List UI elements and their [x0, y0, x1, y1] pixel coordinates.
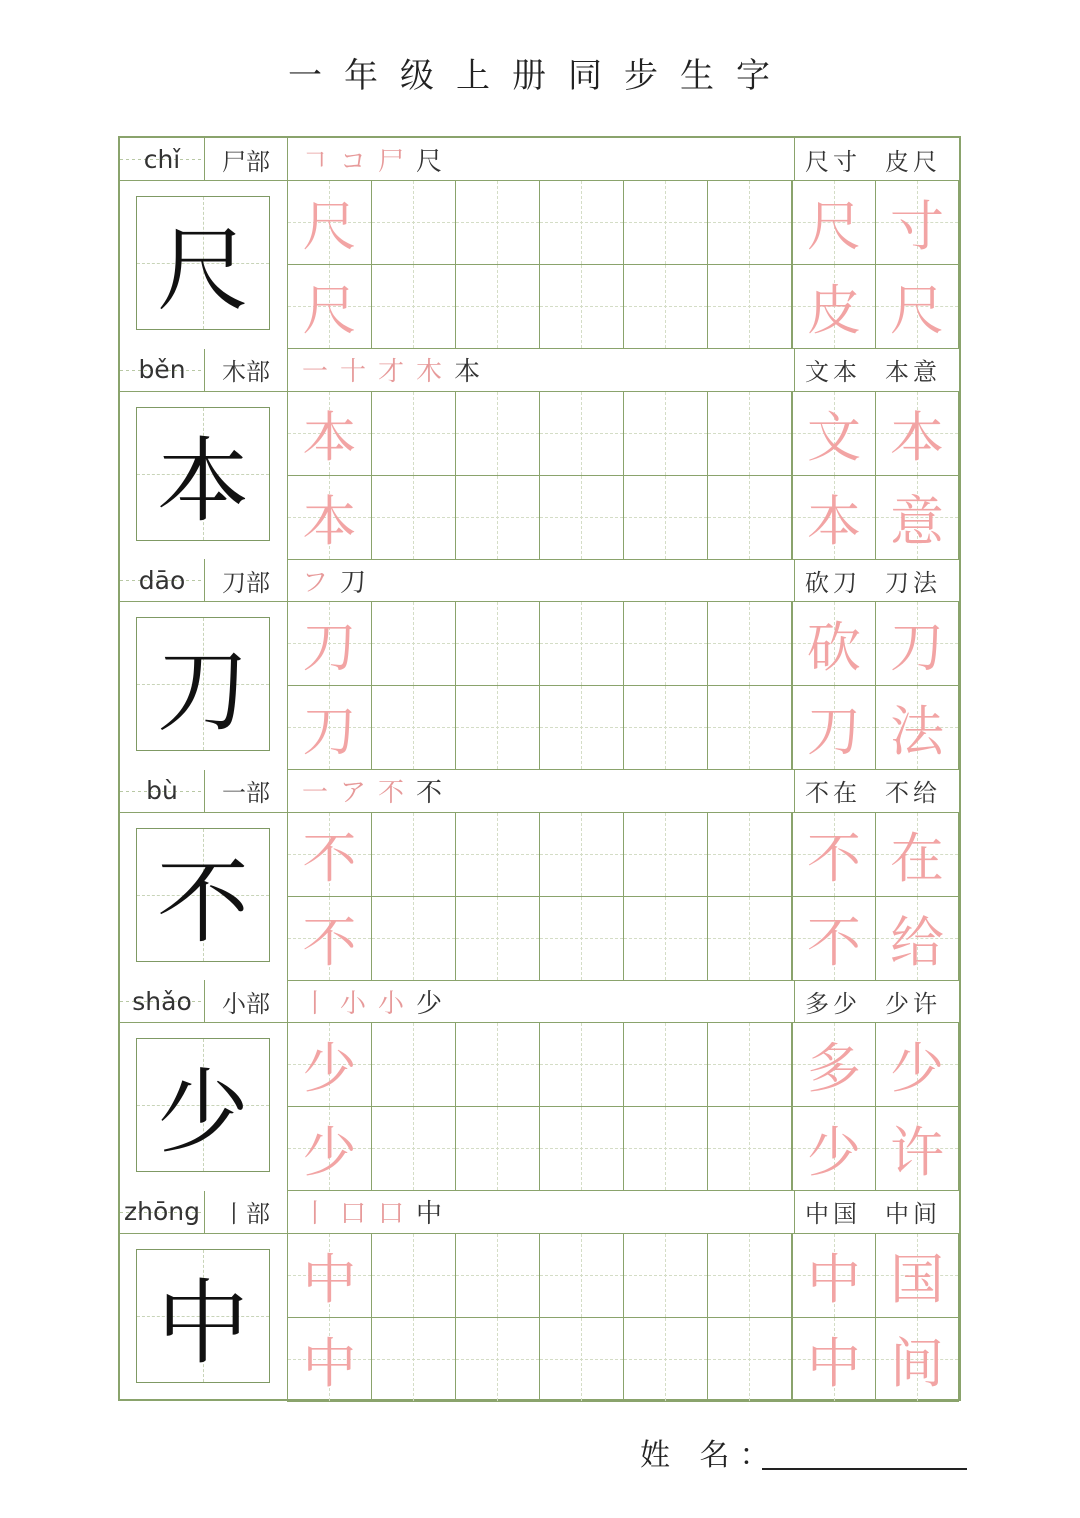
guide-line [497, 813, 498, 896]
example-words [794, 980, 959, 1022]
guide-line [581, 602, 582, 685]
blank-practice-cell[interactable] [708, 1023, 792, 1107]
trace-character: 尺 [302, 195, 357, 258]
guide-line [665, 181, 666, 264]
blank-practice-cell[interactable] [624, 181, 708, 265]
word-trace-character: 尺 [890, 279, 944, 342]
guide-line [749, 602, 750, 685]
guide-line [749, 897, 750, 980]
guide-line [749, 1318, 750, 1401]
blank-practice-cell[interactable] [708, 476, 792, 560]
name-input-line[interactable] [762, 1468, 967, 1470]
word-trace-character: 刀 [890, 616, 944, 679]
model-character-box [136, 196, 270, 330]
blank-practice-cell[interactable] [540, 1107, 624, 1191]
model-character-cell [120, 392, 288, 560]
blank-practice-cell[interactable] [624, 392, 708, 476]
word-trace-cell[interactable] [792, 897, 876, 981]
blank-practice-cell[interactable] [708, 897, 792, 981]
trace-character: 不 [302, 826, 357, 890]
guide-line [749, 392, 750, 475]
radical-label: 一部 [204, 770, 288, 812]
character-header [120, 349, 959, 392]
blank-practice-cell[interactable] [372, 1318, 456, 1402]
example-word: 本意 [885, 358, 941, 386]
guide-line [497, 1234, 498, 1317]
guide-line [413, 897, 414, 980]
word-trace-character: 在 [890, 826, 944, 890]
model-character: 刀 [156, 638, 249, 745]
word-trace-cell[interactable] [792, 813, 876, 897]
trace-cell[interactable] [288, 686, 372, 770]
guide-line [665, 476, 666, 559]
guide-line [497, 1023, 498, 1106]
pinyin-label: chǐ [120, 138, 204, 180]
guide-line [413, 476, 414, 559]
blank-practice-cell[interactable] [624, 813, 708, 897]
word-trace-character: 法 [890, 700, 944, 763]
character-block [120, 559, 959, 770]
word-trace-character: 中 [807, 1247, 861, 1311]
radical-label: 木部 [204, 349, 288, 391]
blank-practice-cell[interactable] [372, 476, 456, 560]
trace-cell[interactable] [288, 265, 372, 349]
name-label: 姓 名： [640, 1438, 780, 1473]
guide-line [665, 265, 666, 348]
guide-line [497, 897, 498, 980]
practice-grid [288, 392, 959, 560]
guide-line [497, 602, 498, 685]
character-header [120, 980, 959, 1023]
word-trace-character: 国 [890, 1247, 944, 1311]
model-character: 少 [156, 1059, 249, 1166]
stroke-step: フ [302, 567, 337, 598]
trace-cell[interactable] [288, 897, 372, 981]
stroke-step: 不 [416, 778, 451, 808]
practice-sheet [118, 136, 961, 1401]
stroke-step: 才 [378, 357, 413, 387]
blank-practice-cell[interactable] [540, 897, 624, 981]
stroke-step: 木 [416, 357, 451, 387]
trace-character: 本 [302, 405, 357, 469]
character-block [120, 1191, 959, 1402]
guide-line [581, 181, 582, 264]
guide-line [413, 602, 414, 685]
blank-practice-cell[interactable] [456, 602, 540, 686]
blank-practice-cell[interactable] [540, 813, 624, 897]
word-trace-cell[interactable] [876, 813, 959, 897]
example-word: 刀法 [885, 568, 941, 597]
guide-line [413, 1234, 414, 1317]
trace-cell[interactable] [288, 813, 372, 897]
page-title: 一年级上册同步生字 [288, 56, 792, 96]
guide-line [581, 265, 582, 348]
word-trace-character: 砍 [807, 616, 861, 679]
stroke-step: 丨 [302, 988, 337, 1019]
word-trace-character: 给 [890, 910, 944, 974]
character-header [120, 770, 959, 813]
trace-character: 少 [302, 1037, 357, 1100]
blank-practice-cell[interactable] [708, 1318, 792, 1402]
stroke-step: 十 [340, 357, 375, 387]
model-character-box [136, 1038, 270, 1172]
word-trace-character: 多 [807, 1037, 861, 1100]
blank-practice-cell[interactable] [540, 1234, 624, 1318]
word-trace-cell[interactable] [876, 1107, 959, 1191]
pinyin-label: bù [120, 770, 204, 812]
guide-line [749, 686, 750, 769]
example-words [794, 770, 959, 812]
guide-line [497, 1318, 498, 1401]
word-trace-cell[interactable] [876, 1318, 959, 1402]
example-word: 不给 [885, 779, 941, 807]
blank-practice-cell[interactable] [372, 1023, 456, 1107]
stroke-step: 刀 [340, 567, 375, 598]
model-character: 中 [156, 1269, 249, 1377]
practice-grid [288, 1023, 959, 1191]
trace-character: 尺 [302, 279, 357, 342]
guide-line [581, 1023, 582, 1106]
example-words [794, 349, 959, 391]
pinyin-label: běn [120, 349, 204, 391]
guide-line [413, 1318, 414, 1401]
blank-practice-cell[interactable] [708, 392, 792, 476]
blank-practice-cell[interactable] [540, 602, 624, 686]
guide-line [497, 392, 498, 475]
guide-line [497, 181, 498, 264]
stroke-step: 口 [340, 1199, 375, 1229]
trace-character: 本 [302, 489, 357, 553]
guide-line [749, 476, 750, 559]
word-trace-character: 少 [807, 1121, 861, 1184]
guide-line [749, 1107, 750, 1190]
blank-practice-cell[interactable] [372, 686, 456, 770]
guide-line [749, 181, 750, 264]
blank-practice-cell[interactable] [456, 181, 540, 265]
word-trace-character: 不 [807, 910, 861, 974]
guide-line [665, 392, 666, 475]
stroke-step: 不 [378, 778, 413, 808]
guide-line [665, 686, 666, 769]
blank-practice-cell[interactable] [372, 813, 456, 897]
stroke-step: コ [340, 146, 375, 177]
guide-line [665, 1234, 666, 1317]
word-trace-cell[interactable] [792, 602, 876, 686]
blank-practice-cell[interactable] [456, 392, 540, 476]
model-character-cell [120, 1023, 288, 1191]
guide-line [413, 181, 414, 264]
word-trace-cell[interactable] [876, 897, 959, 981]
guide-line [665, 897, 666, 980]
blank-practice-cell[interactable] [456, 1023, 540, 1107]
word-trace-character: 刀 [807, 700, 861, 763]
blank-practice-cell[interactable] [456, 686, 540, 770]
word-trace-cell[interactable] [876, 476, 959, 560]
model-character-cell [120, 181, 288, 349]
trace-character: 中 [302, 1247, 357, 1311]
stroke-order [302, 770, 454, 812]
blank-practice-cell[interactable] [540, 1318, 624, 1402]
character-header [120, 138, 959, 181]
guide-line [749, 1023, 750, 1106]
character-block [120, 138, 959, 349]
character-header [120, 559, 959, 602]
example-word: 尺寸 [805, 147, 861, 176]
stroke-step: 小 [340, 988, 375, 1019]
blank-practice-cell[interactable] [540, 1023, 624, 1107]
model-character-box [136, 617, 270, 751]
word-trace-character: 意 [890, 489, 944, 553]
example-word: 文本 [805, 358, 861, 386]
stroke-step: ア [340, 778, 375, 808]
pinyin-label: zhōng [120, 1191, 204, 1233]
word-trace-cell[interactable] [792, 1107, 876, 1191]
guide-line [749, 1234, 750, 1317]
word-trace-character: 中 [807, 1331, 861, 1395]
stroke-step: 尺 [416, 146, 451, 177]
blank-practice-cell[interactable] [456, 1107, 540, 1191]
word-trace-character: 间 [890, 1331, 944, 1395]
stroke-step: 丨 [302, 1199, 337, 1229]
practice-grid [288, 813, 959, 981]
model-character: 不 [156, 848, 249, 956]
guide-line [749, 813, 750, 896]
example-word: 皮尺 [885, 147, 941, 176]
model-character-box [136, 1249, 270, 1383]
blank-practice-cell[interactable] [456, 813, 540, 897]
example-word: 砍刀 [805, 568, 861, 597]
word-trace-character: 本 [890, 405, 944, 469]
character-block [120, 349, 959, 560]
model-character: 尺 [156, 217, 249, 324]
guide-line [581, 476, 582, 559]
trace-cell[interactable] [288, 1234, 372, 1318]
model-character-box [136, 407, 270, 541]
stroke-order [302, 980, 454, 1022]
character-block [120, 980, 959, 1191]
guide-line [581, 686, 582, 769]
guide-line [749, 265, 750, 348]
guide-line [413, 1023, 414, 1106]
word-trace-cell[interactable] [792, 265, 876, 349]
pinyin-label: shǎo [120, 980, 204, 1022]
radical-label: 丨部 [204, 1191, 288, 1233]
guide-line [497, 265, 498, 348]
stroke-step: 一 [302, 357, 337, 387]
blank-practice-cell[interactable] [456, 897, 540, 981]
radical-label: 小部 [204, 980, 288, 1022]
guide-line [581, 897, 582, 980]
practice-grid [288, 181, 959, 349]
blank-practice-cell[interactable] [372, 897, 456, 981]
blank-practice-cell[interactable] [624, 1234, 708, 1318]
guide-line [413, 265, 414, 348]
trace-cell[interactable] [288, 602, 372, 686]
blank-practice-cell[interactable] [372, 1234, 456, 1318]
guide-line [413, 392, 414, 475]
guide-line [581, 1234, 582, 1317]
stroke-step: 一 [302, 778, 337, 808]
word-trace-cell[interactable] [792, 1023, 876, 1107]
stroke-order [302, 1191, 454, 1233]
blank-practice-cell[interactable] [624, 265, 708, 349]
stroke-step: 小 [378, 988, 413, 1019]
word-trace-character: 文 [807, 405, 861, 469]
example-word: 不在 [805, 779, 861, 807]
guide-line [581, 1107, 582, 1190]
word-trace-cell[interactable] [876, 392, 959, 476]
blank-practice-cell[interactable] [372, 392, 456, 476]
word-trace-character: 尺 [807, 195, 861, 258]
word-trace-character: 寸 [890, 195, 944, 258]
trace-cell[interactable] [288, 1318, 372, 1402]
blank-practice-cell[interactable] [372, 1107, 456, 1191]
blank-practice-cell[interactable] [624, 686, 708, 770]
model-character-cell [120, 1234, 288, 1402]
word-trace-cell[interactable] [876, 181, 959, 265]
trace-cell[interactable] [288, 1023, 372, 1107]
word-trace-character: 许 [890, 1121, 944, 1184]
word-trace-cell[interactable] [792, 1318, 876, 1402]
word-trace-character: 本 [807, 489, 861, 553]
blank-practice-cell[interactable] [456, 1234, 540, 1318]
blank-practice-cell[interactable] [708, 813, 792, 897]
blank-practice-cell[interactable] [624, 1318, 708, 1402]
guide-line [665, 1107, 666, 1190]
word-trace-cell[interactable] [792, 392, 876, 476]
blank-practice-cell[interactable] [456, 476, 540, 560]
word-trace-cell[interactable] [792, 686, 876, 770]
example-word: 中国 [805, 1200, 861, 1228]
character-block [120, 770, 959, 981]
guide-line [665, 813, 666, 896]
trace-character: 少 [302, 1121, 357, 1184]
guide-line [581, 392, 582, 475]
stroke-order [302, 138, 454, 180]
guide-line [497, 686, 498, 769]
example-words [794, 1191, 959, 1233]
blank-practice-cell[interactable] [624, 1023, 708, 1107]
blank-practice-cell[interactable] [708, 602, 792, 686]
blank-practice-cell[interactable] [372, 602, 456, 686]
example-words [794, 559, 959, 601]
trace-cell[interactable] [288, 476, 372, 560]
blank-practice-cell[interactable] [540, 181, 624, 265]
model-character-cell [120, 602, 288, 770]
trace-cell[interactable] [288, 1107, 372, 1191]
blank-practice-cell[interactable] [708, 686, 792, 770]
practice-grid [288, 1234, 959, 1402]
example-word: 中间 [885, 1200, 941, 1228]
example-word: 多少 [805, 989, 861, 1018]
word-trace-character: 不 [807, 826, 861, 890]
stroke-step: 中 [416, 1199, 451, 1229]
blank-practice-cell[interactable] [708, 265, 792, 349]
guide-line [413, 813, 414, 896]
trace-cell[interactable] [288, 392, 372, 476]
blank-practice-cell[interactable] [540, 392, 624, 476]
model-character-box [136, 828, 270, 962]
model-character-cell [120, 813, 288, 981]
word-trace-cell[interactable] [792, 1234, 876, 1318]
blank-practice-cell[interactable] [624, 897, 708, 981]
trace-character: 不 [302, 910, 357, 974]
guide-line [413, 686, 414, 769]
blank-practice-cell[interactable] [708, 1107, 792, 1191]
word-trace-cell[interactable] [792, 476, 876, 560]
trace-character: 刀 [302, 700, 357, 763]
example-word: 少许 [885, 989, 941, 1018]
blank-practice-cell[interactable] [708, 1234, 792, 1318]
stroke-step: 尸 [378, 146, 413, 177]
guide-line [665, 1023, 666, 1106]
model-character: 本 [156, 427, 249, 535]
stroke-step: 本 [454, 357, 489, 387]
trace-cell[interactable] [288, 181, 372, 265]
guide-line [581, 813, 582, 896]
blank-practice-cell[interactable] [372, 265, 456, 349]
guide-line [497, 1107, 498, 1190]
blank-practice-cell[interactable] [540, 265, 624, 349]
blank-practice-cell[interactable] [624, 1107, 708, 1191]
radical-label: 刀部 [204, 559, 288, 601]
blank-practice-cell[interactable] [540, 476, 624, 560]
blank-practice-cell[interactable] [708, 181, 792, 265]
pinyin-label: dāo [120, 559, 204, 601]
guide-line [497, 476, 498, 559]
blank-practice-cell[interactable] [624, 476, 708, 560]
stroke-step: 𠃍 [302, 146, 337, 177]
practice-grid [288, 602, 959, 770]
stroke-step: 少 [416, 988, 451, 1019]
stroke-step: 口 [378, 1199, 413, 1229]
character-header [120, 1191, 959, 1234]
guide-line [665, 602, 666, 685]
radical-label: 尸部 [204, 138, 288, 180]
guide-line [581, 1318, 582, 1401]
trace-character: 刀 [302, 616, 357, 679]
word-trace-cell[interactable] [876, 686, 959, 770]
blank-practice-cell[interactable] [540, 686, 624, 770]
word-trace-cell[interactable] [876, 1234, 959, 1318]
stroke-order [302, 559, 378, 601]
trace-character: 中 [302, 1331, 357, 1395]
word-trace-character: 皮 [807, 279, 861, 342]
blank-practice-cell[interactable] [624, 602, 708, 686]
word-trace-character: 少 [890, 1037, 944, 1100]
word-trace-cell[interactable] [876, 265, 959, 349]
word-trace-cell[interactable] [876, 1023, 959, 1107]
blank-practice-cell[interactable] [456, 1318, 540, 1402]
guide-line [413, 1107, 414, 1190]
blank-practice-cell[interactable] [372, 181, 456, 265]
blank-practice-cell[interactable] [456, 265, 540, 349]
stroke-order [302, 349, 492, 391]
word-trace-cell[interactable] [876, 602, 959, 686]
word-trace-cell[interactable] [792, 181, 876, 265]
guide-line [665, 1318, 666, 1401]
example-words [794, 138, 959, 180]
